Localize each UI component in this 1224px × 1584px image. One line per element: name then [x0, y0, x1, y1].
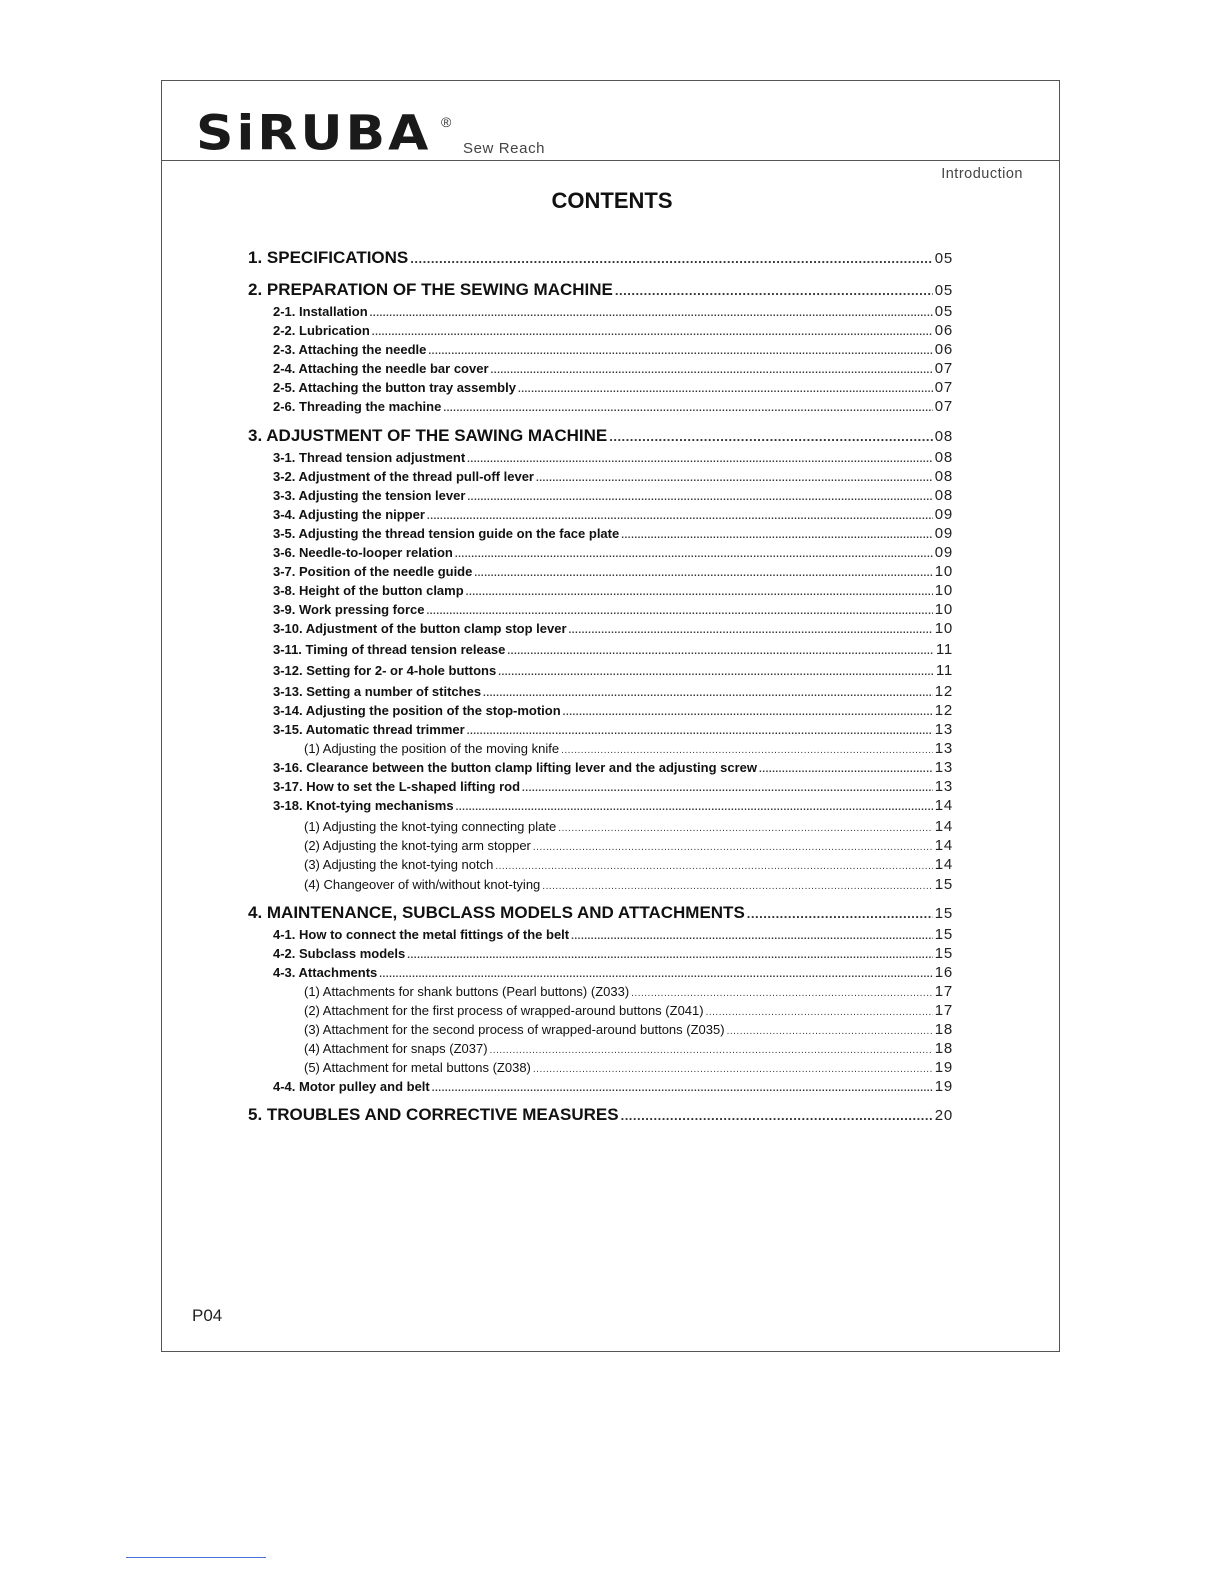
- dot-leader: [536, 473, 933, 484]
- toc-entry-title: (1) Attachments for shank buttons (Pearl buttons) (Z033): [304, 984, 630, 999]
- dot-leader: [759, 764, 933, 775]
- toc-entry: [248, 1040, 953, 1057]
- toc-entry-page: 15: [934, 926, 953, 943]
- toc-entry: [248, 1105, 953, 1125]
- toc-entry-title: 3-4. Adjusting the nipper: [273, 507, 425, 522]
- toc-entry-page: 07: [934, 398, 953, 415]
- page-title: CONTENTS: [551, 188, 673, 213]
- logo-tagline: Sew Reach: [463, 140, 546, 157]
- dot-leader: [474, 568, 932, 579]
- toc-entry: [248, 1021, 953, 1038]
- toc-entry: [248, 487, 953, 504]
- toc-entry-title: 3-9. Work pressing force: [273, 602, 425, 617]
- toc-entry: [248, 797, 953, 814]
- toc-entry-page: 11: [935, 662, 953, 679]
- dot-leader: [410, 251, 932, 266]
- toc-entry: [248, 740, 953, 757]
- toc-entry-title: 3-8. Height of the button clamp: [273, 583, 464, 598]
- dot-leader: [558, 823, 932, 834]
- underline-link-remnant: [126, 1557, 266, 1558]
- toc-entry-page: 09: [934, 506, 953, 523]
- toc-entry: [248, 506, 953, 523]
- toc-entry-page: 15: [934, 876, 953, 893]
- toc-entry: [248, 778, 953, 795]
- toc-entry-page: 10: [934, 620, 953, 637]
- toc-entry-title: 5. TROUBLES AND CORRECTIVE MEASURES: [248, 1105, 619, 1124]
- toc-entry-title: 2-6. Threading the machine: [273, 399, 442, 414]
- toc-entry-page: 06: [934, 341, 953, 358]
- toc-entry-page: 10: [934, 601, 953, 618]
- toc-entry-page: 09: [934, 544, 953, 561]
- dot-leader: [533, 842, 933, 853]
- toc-entry-page: 11: [935, 641, 953, 658]
- dot-leader: [569, 625, 933, 636]
- toc-entry: [248, 964, 953, 981]
- dot-leader: [495, 861, 932, 872]
- toc-entry-title: (1) Adjusting the position of the moving knife: [304, 741, 560, 756]
- toc-entry: [248, 360, 953, 377]
- toc-entry: [248, 1078, 953, 1095]
- toc-entry: [248, 248, 953, 268]
- toc-entry-title: 3-14. Adjusting the position of the stop-motion: [273, 703, 561, 718]
- toc-entry: [248, 926, 953, 943]
- toc-entry-page: 14: [934, 837, 953, 854]
- toc-entry-page: 10: [934, 563, 953, 580]
- dot-leader: [426, 606, 932, 617]
- dot-leader: [467, 454, 933, 465]
- toc-entry: [248, 1002, 953, 1019]
- dot-leader: [443, 403, 932, 414]
- toc-entry-page: 16: [934, 964, 953, 981]
- toc-entry: [248, 856, 953, 873]
- toc-entry: [248, 525, 953, 542]
- toc-entry-title: 3-7. Position of the needle guide: [273, 564, 473, 579]
- toc-entry-page: 07: [934, 360, 953, 377]
- toc-entry-title: 2. PREPARATION OF THE SEWING MACHINE: [248, 280, 613, 299]
- toc-entry-page: 13: [934, 759, 953, 776]
- dot-leader: [631, 988, 933, 999]
- toc-entry-title: 3-12. Setting for 2- or 4-hole buttons: [273, 663, 497, 678]
- section-label: Introduction: [941, 166, 1023, 182]
- toc-entry-title: 1. SPECIFICATIONS: [248, 248, 409, 267]
- toc-entry: [248, 322, 953, 339]
- toc-entry-page: 06: [934, 322, 953, 339]
- toc-entry-title: 3-3. Adjusting the tension lever: [273, 488, 466, 503]
- dot-leader: [370, 308, 933, 319]
- toc-entry-title: (2) Attachment for the first process of wrapped-around buttons (Z041): [304, 1003, 704, 1018]
- toc-entry-title: 3-2. Adjustment of the thread pull-off lever: [273, 469, 534, 484]
- toc-entry-page: 08: [934, 487, 953, 504]
- toc-entry-page: 18: [934, 1040, 953, 1057]
- dot-leader: [518, 384, 933, 395]
- toc-entry: [248, 620, 953, 637]
- dot-leader: [455, 549, 933, 560]
- dot-leader: [727, 1026, 933, 1037]
- toc-entry-title: 2-3. Attaching the needle: [273, 342, 427, 357]
- dot-leader: [379, 969, 932, 980]
- dot-leader: [561, 745, 933, 756]
- toc-entry-page: 15: [934, 945, 953, 962]
- dot-leader: [609, 429, 932, 444]
- toc-entry: [248, 379, 953, 396]
- toc-entry: [248, 683, 953, 700]
- toc-entry: [248, 818, 953, 835]
- toc-entry-title: 3-16. Clearance between the button clamp lifting lever and the adjusting screw: [273, 760, 758, 775]
- toc-entry-title: 4-3. Attachments: [273, 965, 378, 980]
- dot-leader: [491, 365, 933, 376]
- dot-leader: [427, 511, 933, 522]
- toc-entry-title: 3. ADJUSTMENT OF THE SAWING MACHINE: [248, 426, 608, 445]
- toc-entry-title: 4. MAINTENANCE, SUBCLASS MODELS AND ATTACHMENTS: [248, 903, 745, 922]
- dot-leader: [571, 931, 933, 942]
- dot-leader: [483, 688, 933, 699]
- toc-entry-title: (4) Attachment for snaps (Z037): [304, 1041, 488, 1056]
- toc-entry-title: 3-13. Setting a number of stitches: [273, 684, 482, 699]
- toc-entry: [248, 983, 953, 1000]
- toc-entry-title: 4-1. How to connect the metal fittings of the belt: [273, 927, 570, 942]
- toc-entry-page: 19: [934, 1059, 953, 1076]
- dot-leader: [466, 587, 933, 598]
- toc-entry: [248, 563, 953, 580]
- toc-entry: [248, 341, 953, 358]
- toc-entry-title: (3) Attachment for the second process of wrapped-around buttons (Z035): [304, 1022, 725, 1037]
- dot-leader: [706, 1007, 933, 1018]
- toc-entry: [248, 449, 953, 466]
- toc-entry: [248, 837, 953, 854]
- toc-entry-page: 14: [934, 797, 953, 814]
- toc-entry-title: 3-5. Adjusting the thread tension guide on the face plate: [273, 526, 620, 541]
- toc-entry-page: 08: [934, 428, 953, 445]
- toc-entry: [248, 280, 953, 300]
- toc-entry: [248, 544, 953, 561]
- toc-entry-page: 19: [934, 1078, 953, 1095]
- toc-entry: [248, 641, 953, 658]
- toc-entry: [248, 582, 953, 599]
- dot-leader: [456, 802, 933, 813]
- dot-leader: [621, 530, 932, 541]
- dot-leader: [507, 646, 933, 657]
- toc-entry-title: 4-4. Motor pulley and belt: [273, 1079, 430, 1094]
- toc-entry-page: 09: [934, 525, 953, 542]
- toc-entry-title: 4-2. Subclass models: [273, 946, 406, 961]
- dot-leader: [428, 346, 932, 357]
- toc-entry: [248, 945, 953, 962]
- toc-entry-page: 15: [934, 905, 953, 922]
- dot-leader: [407, 950, 932, 961]
- toc-entry-page: 17: [934, 983, 953, 1000]
- toc-entry: [248, 662, 953, 679]
- toc-entry-page: 13: [934, 778, 953, 795]
- toc-entry: [248, 702, 953, 719]
- toc-entry-page: 14: [934, 818, 953, 835]
- dot-leader: [522, 783, 933, 794]
- toc-entry-title: (1) Adjusting the knot-tying connecting plate: [304, 819, 557, 834]
- toc-entry: [248, 903, 953, 923]
- toc-entry: [248, 468, 953, 485]
- dot-leader: [467, 492, 932, 503]
- toc-entry-page: 12: [934, 683, 953, 700]
- dot-leader: [542, 881, 932, 892]
- toc-entry-page: 05: [934, 303, 953, 320]
- dot-leader: [533, 1064, 933, 1075]
- toc-entry-title: 3-18. Knot-tying mechanisms: [273, 798, 454, 813]
- toc-entry-page: 13: [934, 721, 953, 738]
- toc-entry-title: 3-17. How to set the L-shaped lifting rod: [273, 779, 521, 794]
- registered-mark: ®: [441, 114, 452, 130]
- toc-entry-title: (3) Adjusting the knot-tying notch: [304, 857, 494, 872]
- siruba-logo: SiRUBA: [196, 106, 432, 162]
- toc-entry-title: 2-1. Installation: [273, 304, 368, 319]
- toc-entry-page: 14: [934, 856, 953, 873]
- dot-leader: [563, 707, 933, 718]
- toc-entry-page: 12: [934, 702, 953, 719]
- toc-entry: [248, 759, 953, 776]
- toc-entry-title: 2-5. Attaching the button tray assembly: [273, 380, 516, 395]
- toc-entry-page: 05: [934, 250, 953, 267]
- toc-entry: [248, 721, 953, 738]
- page-number: P04: [192, 1306, 223, 1325]
- dot-leader: [372, 327, 933, 338]
- dot-leader: [490, 1045, 933, 1056]
- dot-leader: [747, 906, 933, 921]
- toc-entry-page: 08: [934, 449, 953, 466]
- toc-entry-title: 2-4. Attaching the needle bar cover: [273, 361, 489, 376]
- toc-entry-page: 13: [934, 740, 953, 757]
- toc-entry: [248, 303, 953, 320]
- toc-entry-page: 10: [934, 582, 953, 599]
- toc-entry: [248, 1059, 953, 1076]
- toc-entry: [248, 398, 953, 415]
- toc-entry-page: 07: [934, 379, 953, 396]
- dot-leader: [615, 283, 933, 298]
- toc-entry-page: 08: [934, 468, 953, 485]
- toc-entry: [248, 601, 953, 618]
- toc-entry-title: (5) Attachment for metal buttons (Z038): [304, 1060, 531, 1075]
- toc-entry-title: 3-1. Thread tension adjustment: [273, 450, 466, 465]
- toc-entry-page: 18: [934, 1021, 953, 1038]
- toc-entry-title: 3-10. Adjustment of the button clamp stop lever: [273, 621, 567, 636]
- dot-leader: [467, 726, 933, 737]
- toc-entry-title: 2-2. Lubrication: [273, 323, 370, 338]
- toc-entry-page: 20: [934, 1107, 953, 1124]
- dot-leader: [432, 1083, 933, 1094]
- toc-entry-title: 3-11. Timing of thread tension release: [273, 642, 506, 657]
- toc-entry-title: (2) Adjusting the knot-tying arm stopper: [304, 838, 531, 853]
- toc-entry-page: 17: [934, 1002, 953, 1019]
- dot-leader: [498, 667, 934, 678]
- toc-entry-title: (4) Changeover of with/without knot-tying: [304, 877, 541, 892]
- dot-leader: [621, 1108, 933, 1123]
- toc-entry-page: 05: [934, 282, 953, 299]
- toc-entry: [248, 876, 953, 893]
- toc-entry-title: 3-6. Needle-to-looper relation: [273, 545, 453, 560]
- toc-entry-title: 3-15. Automatic thread trimmer: [273, 722, 465, 737]
- toc-entry: [248, 426, 953, 446]
